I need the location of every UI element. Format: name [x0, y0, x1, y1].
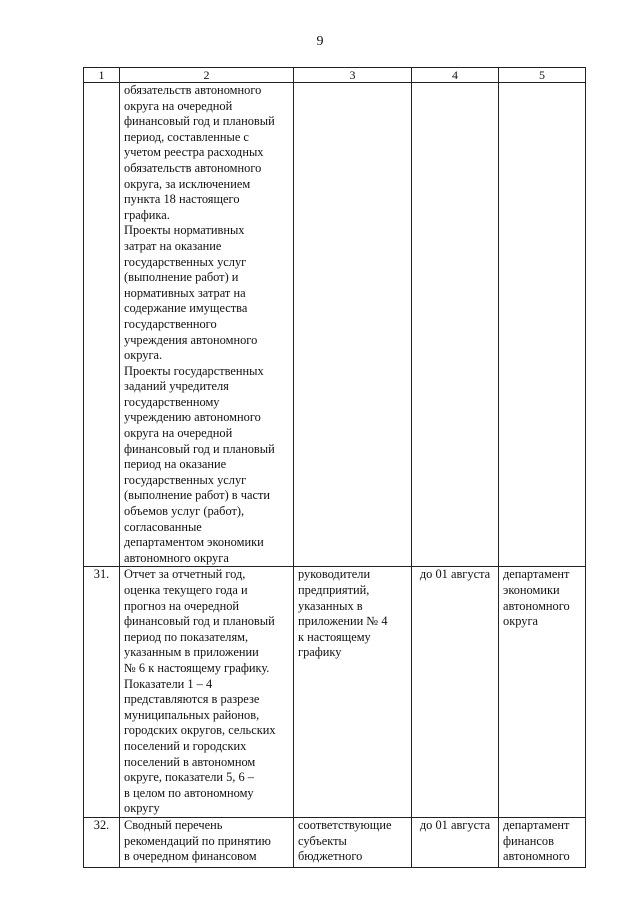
column-header: 1	[84, 68, 120, 83]
description-line: государственных услуг	[124, 254, 247, 269]
table-row	[84, 83, 586, 567]
page-number: 9	[316, 34, 324, 49]
description-line: затрат на оказание	[124, 238, 222, 253]
table-header-row	[84, 68, 586, 83]
description-cell	[120, 817, 294, 867]
deadline-cell	[412, 83, 499, 567]
description-line: указанным в приложении	[124, 645, 259, 660]
description-line: Показатели 1 – 4	[124, 676, 213, 691]
responsible-line: бюджетного	[298, 849, 363, 864]
column-header: 2	[120, 68, 294, 83]
description-line: округу	[124, 801, 160, 816]
description-line: Проекты нормативных	[124, 223, 245, 238]
description-line: округе, показатели 5, 6 –	[124, 770, 254, 785]
description-line: финансовый год и плановый	[124, 614, 275, 629]
responsible-line: указанных в	[298, 598, 363, 613]
description-line: государственного	[124, 316, 217, 331]
deadline-cell	[412, 567, 499, 818]
deadline-line: до 01 августа	[419, 567, 491, 582]
description-line: обязательств автономного	[124, 160, 262, 175]
column-header: 4	[412, 68, 499, 83]
schedule-table	[83, 67, 586, 868]
recipient-cell	[499, 817, 586, 867]
description-line: округа на очередной	[124, 426, 233, 441]
description-line: департаментом экономики	[124, 535, 264, 550]
description-line: (выполнение работ) и	[124, 270, 239, 285]
recipient-line: финансов	[503, 833, 554, 848]
responsible-line: руководители	[298, 567, 371, 582]
description-line: округа, за исключением	[124, 176, 251, 191]
row-number: 32.	[84, 817, 120, 867]
description-line: учетом реестра расходных	[124, 145, 264, 160]
responsible-line: соответствующие	[298, 817, 392, 832]
description-cell	[120, 83, 294, 567]
description-line: округа на очередной	[124, 98, 233, 113]
table-row	[84, 567, 586, 818]
description-line: объемов услуг (работ),	[124, 504, 245, 519]
description-cell	[120, 567, 294, 818]
description-line: государственному	[124, 394, 220, 409]
responsible-cell	[294, 567, 412, 818]
description-line: пункта 18 настоящего	[124, 192, 240, 207]
description-line: финансовый год и плановый	[124, 114, 275, 129]
recipient-line: департамент	[503, 817, 570, 832]
description-line: округа.	[124, 348, 163, 363]
responsible-line: к настоящему	[298, 629, 371, 644]
description-line: представляются в разрезе	[124, 692, 260, 707]
row-number	[84, 83, 120, 567]
description-line: Проекты государственных	[124, 363, 264, 378]
column-header: 3	[294, 68, 412, 83]
description-line: поселений и городских	[124, 738, 247, 753]
responsible-cell	[294, 83, 412, 567]
description-line: период на оказание	[124, 457, 227, 472]
column-header: 5	[499, 68, 586, 83]
description-line: содержание имущества	[124, 301, 248, 316]
description-line: согласованные	[124, 519, 202, 534]
description-line: период, составленные с	[124, 129, 249, 144]
description-line: (выполнение работ) в части	[124, 488, 271, 503]
description-line: в очередном финансовом	[124, 849, 257, 864]
description-line: Отчет за отчетный год,	[124, 567, 246, 582]
description-line: учреждения автономного	[124, 332, 258, 347]
description-line: в целом по автономному	[124, 785, 254, 800]
description-line: финансовый год и плановый	[124, 441, 275, 456]
responsible-line: субъекты	[298, 833, 347, 848]
deadline-line: до 01 августа	[419, 817, 491, 832]
recipient-line: экономики	[503, 583, 560, 597]
description-line: поселений в автономном	[124, 754, 256, 769]
recipient-line: автономного	[503, 849, 570, 864]
description-line: оценка текущего года и	[124, 583, 248, 597]
recipient-cell	[499, 567, 586, 818]
description-line: учреждению автономного	[124, 410, 261, 425]
recipient-line: автономного	[503, 598, 570, 613]
description-line: государственных услуг	[124, 472, 247, 487]
responsible-line: графику	[298, 645, 342, 660]
responsible-line: приложении № 4	[298, 614, 388, 629]
table-row	[84, 817, 586, 867]
row-number: 31.	[84, 567, 120, 818]
responsible-line: предприятий,	[298, 583, 370, 597]
description-line: рекомендаций по принятию	[124, 833, 271, 848]
description-line: автономного округа	[124, 550, 229, 565]
recipient-line: округа	[503, 614, 539, 629]
recipient-line: департамент	[503, 567, 570, 582]
deadline-cell	[412, 817, 499, 867]
description-line: муниципальных районов,	[124, 707, 260, 722]
description-line: обязательств автономного	[124, 83, 262, 97]
responsible-cell	[294, 817, 412, 867]
description-line: № 6 к настоящему графику.	[124, 660, 270, 675]
description-line: заданий учредителя	[124, 379, 229, 394]
description-line: прогноз на очередной	[124, 598, 240, 613]
description-line: Сводный перечень	[124, 817, 223, 832]
recipient-cell	[499, 83, 586, 567]
description-line: городских округов, сельских	[124, 723, 276, 738]
description-line: графика.	[124, 207, 170, 222]
description-line: нормативных затрат на	[124, 285, 246, 300]
description-line: период по показателям,	[124, 629, 249, 644]
